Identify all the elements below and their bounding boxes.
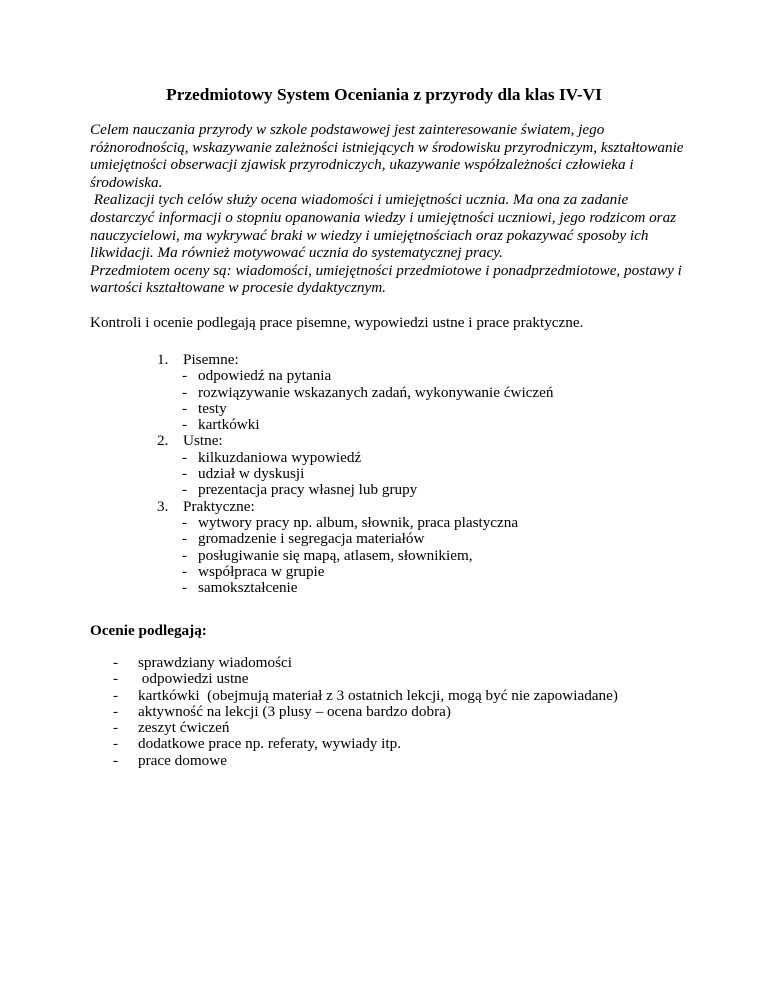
list-item: [113, 720, 618, 736]
list-item: [182, 515, 553, 531]
dash-bullet: -: [113, 686, 119, 704]
list-item: [113, 655, 618, 671]
list-item: [182, 385, 553, 401]
list-item: [182, 368, 553, 384]
ocenie-heading: Ocenie podlegają:: [90, 622, 207, 639]
dash-bullet: -: [113, 702, 119, 720]
group-number: 2.: [157, 432, 169, 450]
list-item: [182, 564, 553, 580]
group-label: Pisemne:: [183, 351, 239, 368]
group-ustne: [157, 433, 553, 498]
list-item-text: testy: [198, 399, 227, 417]
list-item: [182, 450, 553, 466]
list-item: [113, 671, 618, 687]
dash-bullet: -: [113, 654, 119, 671]
list-item-text: odpowiedzi ustne: [138, 670, 249, 688]
list-item: [113, 704, 618, 720]
list-item: [182, 401, 553, 417]
list-item-text: rozwiązywanie wskazanych zadań, wykonywanie ćwiczeń: [198, 383, 554, 401]
list-item: [182, 482, 553, 498]
assessment-forms-list: [157, 352, 553, 596]
dash-bullet: -: [182, 546, 188, 564]
dash-bullet: -: [182, 416, 188, 434]
dash-bullet: -: [182, 465, 188, 483]
list-item-text: kartkówki (obejmują materiał z 3 ostatnich lekcji, mogą być nie zapowiadane): [138, 686, 618, 704]
group-number: 3.: [157, 497, 169, 515]
list-item: [113, 736, 618, 752]
dash-bullet: -: [113, 719, 119, 737]
list-item: [113, 688, 618, 704]
intro-paragraph: Celem nauczania przyrody w szkole podstawowej jest zainteresowanie światem, jego różnorodnością, wskazywanie zależności istniejących w środowisku przyrodniczym, kształtowanie umiejętności obserwacji zjawisk przyrodniczych, ukazywanie współzależności człowieka i środowiska.: [90, 121, 688, 191]
list-item-text: sprawdziany wiadomości: [138, 654, 292, 671]
dash-bullet: -: [182, 383, 188, 401]
dash-bullet: -: [182, 513, 188, 531]
group-label: Ustne:: [183, 432, 223, 450]
list-item-text: zeszyt ćwiczeń: [138, 719, 230, 737]
list-item: [182, 531, 553, 547]
dash-bullet: -: [182, 481, 188, 499]
list-item-text: dodatkowe prace np. referaty, wywiady itp.: [138, 735, 402, 753]
list-item: [113, 753, 618, 769]
dash-bullet: -: [182, 367, 188, 385]
group-pisemne: [157, 352, 553, 433]
list-item-text: samokształcenie: [198, 579, 298, 597]
list-item-text: kilkuzdaniowa wypowiedź: [198, 448, 362, 466]
list-item-text: posługiwanie się mapą, atlasem, słownikiem,: [198, 546, 473, 564]
intro-paragraph: Realizacji tych celów służy ocena wiadomości i umiejętności ucznia. Ma ona za zadanie dostarczyć informacji o stopniu opanowania wiedzy i umiejętności uczniowi, jego rodzicom oraz nauczycielowi, ma wykrywać braki w wiedzy i umiejętnościach oraz pokazywać sposoby ich likwidacji. Ma również motywować ucznia do systematycznej pracy.: [90, 191, 680, 262]
list-item-text: aktywność na lekcji (3 plusy – ocena bardzo dobra): [138, 702, 451, 720]
list-item-text: prezentacja pracy własnej lub grupy: [198, 481, 418, 499]
dash-bullet: -: [182, 579, 188, 597]
intro-paragraph: Przedmiotem oceny są: wiadomości, umiejętności przedmiotowe i ponadprzedmiotowe, postawy i wartości kształtowane w procesie dydaktycznym.: [90, 261, 686, 297]
list-item: [182, 466, 553, 482]
list-item: [182, 417, 553, 433]
group-praktyczne: [157, 499, 553, 597]
list-item-text: wytwory pracy np. album, słownik, praca plastyczna: [198, 513, 519, 531]
dash-bullet: -: [113, 735, 119, 753]
document-title: Przedmiotowy System Oceniania z przyrody dla klas IV-VI: [166, 85, 602, 104]
control-paragraph: Kontroli i ocenie podlegają prace pisemne, wypowiedzi ustne i prace praktyczne.: [90, 314, 584, 331]
dash-bullet: -: [113, 670, 119, 688]
list-item-text: prace domowe: [138, 751, 227, 769]
list-item-text: współpraca w grupie: [198, 562, 325, 580]
dash-bullet: -: [182, 448, 188, 466]
list-item-text: udział w dyskusji: [198, 465, 305, 483]
group-label: Praktyczne:: [183, 497, 255, 515]
group-number: 1.: [157, 351, 169, 368]
dash-bullet: -: [182, 530, 188, 548]
dash-bullet: -: [182, 399, 188, 417]
ocenie-list: [113, 655, 618, 769]
list-item: [182, 548, 553, 564]
intro-section: [90, 121, 690, 297]
list-item-text: odpowiedź na pytania: [198, 367, 332, 385]
list-item-text: gromadzenie i segregacja materiałów: [198, 530, 425, 548]
list-item: [182, 580, 553, 596]
dash-bullet: -: [182, 562, 188, 580]
list-item-text: kartkówki: [198, 416, 260, 434]
dash-bullet: -: [113, 751, 119, 769]
